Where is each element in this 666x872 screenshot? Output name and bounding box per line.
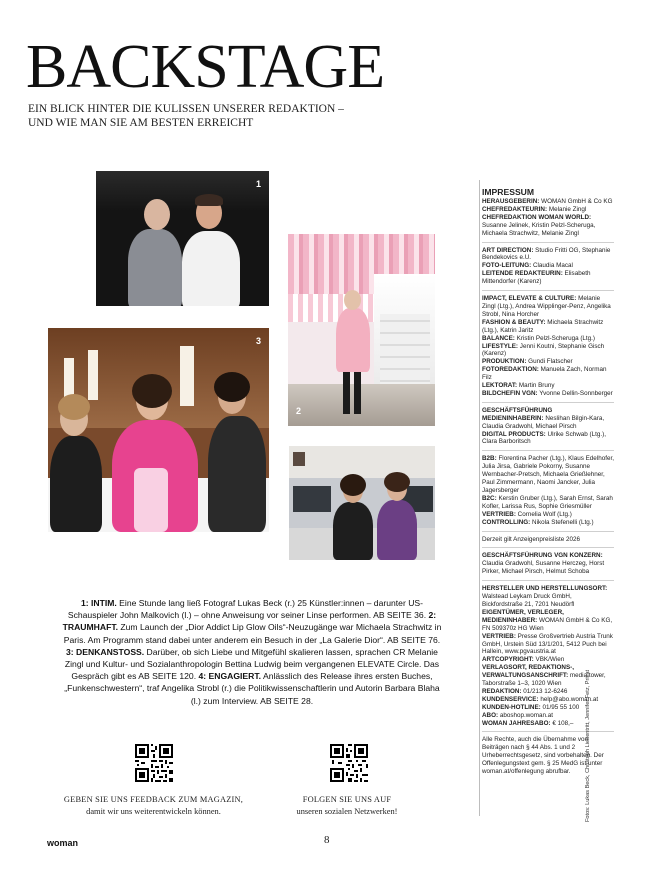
imp-text: Martin Bruny bbox=[517, 382, 555, 390]
social-line-2: unseren sozialen Netzwerken! bbox=[296, 807, 398, 816]
imp-text: 01/213 12-6246 bbox=[521, 687, 568, 695]
imp-text: Melanie Zingl bbox=[547, 205, 587, 213]
feedback-line-1: GEBEN SIE UNS FEEDBACK ZUM MAGAZIN, bbox=[63, 795, 244, 804]
caption-3-label: 3: DENKANSTOSS. bbox=[66, 646, 145, 657]
imp-text: help@abo.woman.at bbox=[538, 695, 599, 703]
impressum-rule bbox=[482, 402, 614, 403]
page-number: 8 bbox=[324, 834, 330, 846]
photo-credits: Fotos: Lukas Beck, Christoph Liebentritt, Jennifer Fetz, Privat bbox=[585, 669, 591, 822]
imp-label: VERTRIEB: bbox=[482, 632, 516, 640]
imp-label: CHEFREDAKTEURIN: bbox=[482, 205, 548, 213]
caption-4-label: 4: ENGAGIERT. bbox=[198, 671, 262, 682]
feedback-prompt bbox=[50, 794, 257, 818]
impressum-block-art bbox=[482, 247, 614, 287]
subtitle-line-2: UND WIE MAN SIE AM BESTEN ERREICHT bbox=[28, 117, 254, 129]
caption-3-text: Darüber, ob sich Liebe und Mitgefühl skalieren lassen, sprachen CR Melanie Zingl und Kultur- und Sozialanthropologin Bettina Ludwig beim vergangenen ELEVATE Circle. Das Gespräch gibt es AB SEITE 120. bbox=[64, 646, 440, 682]
imp-text: Cornelia Wolf (Ltg.) bbox=[515, 510, 572, 518]
imp-text: Claudia Gradwohl, Susanne Herczeg, Horst Pirker, Michael Pirsch, Helmut Schoba bbox=[482, 560, 605, 576]
photo-1-malkovich-beck bbox=[96, 171, 269, 306]
imp-label: REDAKTION: bbox=[482, 687, 522, 695]
imp-text: WOMAN GmbH & Co KG bbox=[539, 198, 613, 205]
page-title: BACKSTAGE bbox=[26, 33, 385, 101]
imp-label: KUNDEN-HOTLINE: bbox=[482, 703, 541, 711]
impressum-block-departments bbox=[482, 295, 614, 398]
imp-label: IMPACT, ELEVATE & CULTURE: bbox=[482, 295, 577, 303]
imp-label: EIGENTÜMER, VERLEGER, MEDIENINHABER: bbox=[482, 608, 564, 624]
imp-text: Neslihan Bilgin-Kara, Claudia Gradwohl, Michael Pirsch bbox=[482, 414, 605, 430]
woman-logo: woman bbox=[47, 838, 79, 848]
imp-text: Jenni Koutni, Stephanie Gisch (Karenz) bbox=[482, 342, 605, 358]
photo-number-1: 1 bbox=[256, 179, 262, 189]
imp-label: WOMAN JAHRESABO: bbox=[482, 719, 551, 727]
imp-label: LEKTORAT: bbox=[482, 382, 518, 390]
social-line-1: FOLGEN SIE UNS AUF bbox=[302, 795, 392, 804]
imp-label: ART DIRECTION: bbox=[482, 246, 534, 254]
imp-label: B2C: bbox=[482, 494, 497, 502]
impressum-rule bbox=[482, 450, 614, 451]
imp-label: VERTRIEB: bbox=[482, 510, 516, 518]
subtitle-line-1: EIN BLICK HINTER DIE KULISSEN UNSERER REDAKTION – bbox=[28, 103, 344, 115]
imp-text: Nikola Stefenelli (Ltg.) bbox=[530, 518, 594, 526]
imp-label: FOTOREDAKTION: bbox=[482, 366, 539, 374]
imp-label: HERSTELLER UND HERSTELLUNGSORT: bbox=[482, 585, 608, 593]
social-qr-code[interactable] bbox=[330, 744, 368, 782]
imp-label: LEITENDE REDAKTEURIN: bbox=[482, 270, 563, 278]
photo-captions bbox=[60, 597, 444, 707]
impressum-block-management bbox=[482, 407, 614, 447]
imp-label: B2B: bbox=[482, 455, 497, 463]
imp-text: Gundi Flatscher bbox=[526, 358, 573, 366]
imp-text: Susanne Jelinek, Kristin Pelzl-Scheruga, Michaela Strachwitz, Melanie Zingl bbox=[482, 221, 596, 237]
imp-text: Elisabeth Mittendorfer (Karenz) bbox=[482, 270, 591, 286]
impressum-rights-note: Alle Rechte, auch die Übernahme von Beiträgen nach § 44 Abs. 1 und 2 Urheberrechtsgesetz, sind vorbehalten. Der Offenlegungstext gem. § 25 MedG ist unter woman.at/offenlegung abrufbar. bbox=[482, 736, 604, 776]
impressum-rule bbox=[482, 580, 614, 581]
caption-1-label: 1: INTIM. bbox=[80, 598, 117, 608]
caption-2-text: Zum Launch der „Dior Addict Lip Glow Oils“-Neuzugänge war Michaela Strachwitz in Paris. Am Programm stand dabei unter anderem ein Besuch in der „La Galerie Dior“. AB SEITE 76. bbox=[63, 622, 442, 645]
impressum-block-group bbox=[482, 552, 614, 576]
imp-text: Presse Großvertrieb Austria Trunk GmbH, Urstein Süd 13/1/201, 5412 Puch bei Hallein, www.pgvaustria.at bbox=[482, 632, 613, 656]
imp-label: KUNDENSERVICE: bbox=[482, 695, 539, 703]
imp-label: PRODUKTION: bbox=[482, 358, 527, 366]
feedback-line-2: damit wir uns weiterentwickeln können. bbox=[86, 807, 221, 816]
imp-text: Walstead Leykam Druck GmbH, Bickfordstraße 21, 7201 Neudörfl bbox=[482, 593, 575, 608]
impressum-block-legal bbox=[482, 585, 614, 727]
imp-text: € 108,– bbox=[550, 719, 574, 727]
imp-text: Florentina Pacher (Ltg.), Klaus Edelhofer, Julia Jirsa, Gabriele Pokorny, Susanne Wernbacher-Pretsch, Michaela Grießlehner, Paul Zimmermann, Naomi Jancker, Julia Jagersberger bbox=[482, 455, 614, 494]
impressum-rule bbox=[482, 531, 614, 532]
imp-text: 01/95 55 100 bbox=[540, 703, 580, 711]
photo-2-galerie-dior bbox=[288, 234, 435, 426]
imp-text: aboshop.woman.at bbox=[498, 711, 554, 719]
caption-2-label: 2: TRAUMHAFT. bbox=[62, 610, 437, 633]
impressum-block-publisher bbox=[482, 198, 614, 238]
impressum bbox=[482, 187, 614, 776]
impressum-rule bbox=[482, 547, 614, 548]
imp-label: ARTCOPYRIGHT: bbox=[482, 656, 534, 664]
imp-label: BALANCE: bbox=[482, 334, 515, 342]
social-prompt bbox=[262, 794, 432, 818]
impressum-price-note: Derzeit gilt Anzeigenpreisliste 2026 bbox=[482, 535, 581, 543]
caption-4-text: Anlässlich des Release ihres ersten Buches, „Funkenschwestern“, traf Angelika Strobl (r.) die Politikwissenschaftlerin und Autorin Barbara Blaha (l.) zum Interview. AB SEITE 28. bbox=[64, 671, 440, 706]
imp-label: VERLAGSORT, REDAKTIONS-, VERWALTUNGSANSCHRIFT: bbox=[482, 664, 575, 680]
imp-text: Kristin Pelzl-Scheruga (Ltg.) bbox=[514, 334, 596, 342]
photo-3-elevate-circle bbox=[48, 328, 269, 532]
impressum-rule bbox=[482, 731, 614, 732]
column-divider bbox=[479, 180, 480, 816]
page-subtitle bbox=[28, 102, 344, 130]
imp-label: BILDCHEFIN VGN: bbox=[482, 389, 538, 397]
imp-label: FOTO-LEITUNG: bbox=[482, 262, 532, 270]
impressum-rule bbox=[482, 242, 614, 243]
imp-text: Yvonne Dellin-Sonnberger bbox=[537, 389, 613, 397]
imp-label: HERAUSGEBERIN: bbox=[482, 198, 540, 205]
imp-text: Ulrike Schwab (Ltg.), Clara Barboritsch bbox=[482, 430, 606, 446]
impressum-heading: IMPRESSUM bbox=[482, 187, 535, 197]
impressum-rule bbox=[482, 290, 614, 291]
imp-text: Kerstin Gruber (Ltg.), Sarah Ernst, Sarah Kofler, Larissa Rus, Sophie Griesmüller bbox=[482, 494, 613, 510]
imp-label: GESCHÄFTSFÜHRUNG VGN KONZERN: bbox=[482, 552, 603, 560]
photo-number-2: 2 bbox=[296, 406, 302, 416]
imp-label: CHEFREDAKTION WOMAN WORLD: bbox=[482, 213, 592, 221]
imp-text: Manuela Zach, Norman Filz bbox=[482, 366, 607, 382]
imp-text: Michaela Strachwitz (Ltg.), Katrin Jaritz bbox=[482, 318, 604, 334]
impressum-block-sales bbox=[482, 455, 614, 526]
imp-label: GESCHÄFTSFÜHRUNG MEDIENINHABERIN: bbox=[482, 406, 553, 422]
imp-label: DIGITAL PRODUCTS: bbox=[482, 430, 546, 438]
imp-text: VBK/Wien bbox=[533, 656, 565, 664]
photo-number-3: 3 bbox=[256, 336, 262, 346]
imp-text: Melanie Zingl (Ltg.), Andrea Wipplinger-Penz, Angelika Strobl, Nina Horcher bbox=[482, 295, 611, 318]
imp-label: ABO: bbox=[482, 711, 499, 719]
caption-1-text: Eine Stunde lang ließ Fotograf Lukas Beck (r.) 25 Künstler:innen – darunter US-Schauspieler John Malkovich (l.) – ohne Anweisung vor seiner Linse performen. AB SEITE 36. bbox=[67, 598, 429, 621]
photo-4-strobl-blaha bbox=[289, 446, 435, 560]
imp-label: CONTROLLING: bbox=[482, 518, 531, 526]
imp-label: LIFESTYLE: bbox=[482, 342, 519, 350]
imp-text: WOMAN GmbH & Co KG, FN 509370z HG Wien bbox=[482, 616, 613, 632]
imp-text: media.tower, Taborstraße 1–3, 1020 Wien bbox=[482, 672, 606, 688]
imp-text: Studio Fritti OG, Stephanie Bendekovics e.U. bbox=[482, 246, 611, 262]
feedback-qr-code[interactable] bbox=[135, 744, 173, 782]
imp-label: FASHION & BEAUTY: bbox=[482, 318, 546, 326]
imp-text: Claudia Macal bbox=[531, 262, 573, 270]
